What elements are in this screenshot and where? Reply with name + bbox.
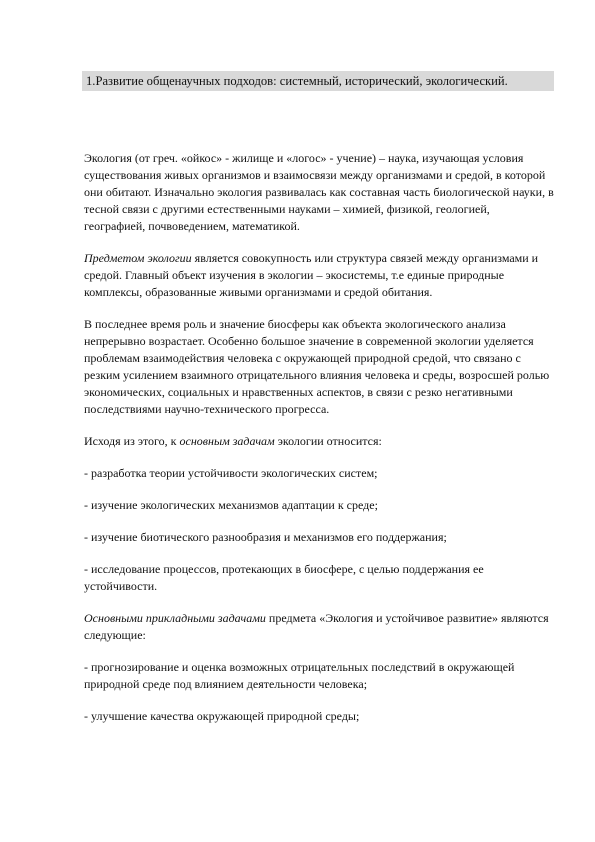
paragraph-applied-tasks-intro [84, 610, 554, 644]
task-item: - изучение биотического разнообразия и механизмов его поддержания; [84, 530, 447, 544]
section-heading [82, 71, 554, 91]
applied-tasks-emphasis: Основными прикладными задачами [84, 611, 266, 625]
subject-emphasis: Предметом экологии [84, 251, 192, 265]
paragraph-subject [84, 250, 554, 301]
applied-task-item: - улучшение качества окружающей природной среды; [84, 709, 360, 723]
section-heading-text: 1.Развитие общенаучных подходов: системный, исторический, экологический. [86, 74, 508, 88]
paragraph-definition: Экология (от греч. «ойкос» - жилище и «логос» - учение) – наука, изучающая условия существования живых организмов и взаимосвязи между организмами и средой, в которой они обитают. Изначально экология развивалась как составная часть биологической науки, в тесной связи с другими естественными науками – химией, физикой, геологией, географией, почвоведением, математикой. [84, 151, 554, 233]
paragraph-main-tasks-intro [84, 433, 554, 450]
applied-task-item: - прогнозирование и оценка возможных отрицательных последствий в окружающей природной среде под влиянием деятельности человека; [84, 660, 515, 691]
main-tasks-emphasis: основным задачам [179, 434, 275, 448]
subject-text: является совокупность или структура связей между организмами и средой. Главный объект изучения в экологии – экосистемы, т.е единые природные комплексы, образованные живыми организмами и средой обитания. [84, 251, 539, 299]
document-body [84, 150, 554, 740]
task-item: - исследование процессов, протекающих в биосфере, с целью поддержания ее устойчивости. [84, 562, 484, 593]
paragraph-biosphere: В последнее время роль и значение биосферы как объекта экологического анализа непрерывно возрастает. Особенно большое значение в современной экологии уделяется проблемам взаимодействия человека с окружающей природной средой, что связано с резким усилением взаимного отрицательного влияния человека и среды, возросшей ролью экономических, социальных и нравственных аспектов, в связи с резко негативными последствиями научно-технического прогресса. [84, 317, 550, 416]
main-tasks-before: Исходя из этого, к [84, 434, 180, 448]
task-item: - разработка теории устойчивости экологических систем; [84, 466, 378, 480]
main-tasks-after: экологии относится: [274, 434, 382, 448]
applied-tasks-text: предмета «Экология и устойчивое развитие» являются следующие: [84, 611, 549, 642]
task-item: - изучение экологических механизмов адаптации к среде; [84, 498, 378, 512]
